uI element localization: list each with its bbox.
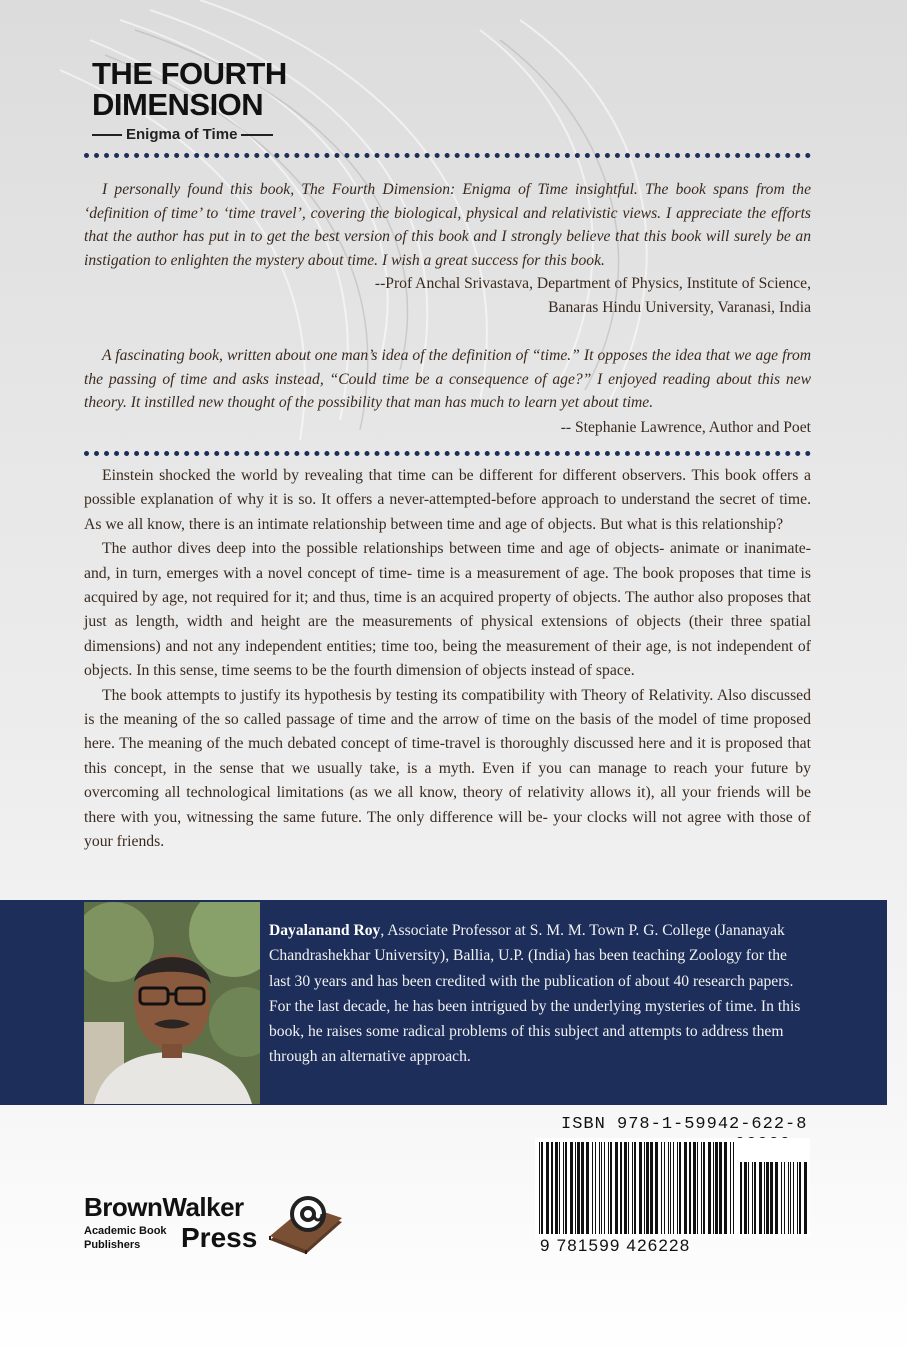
addon-barcode-bar <box>770 1162 773 1234</box>
review-2-attribution-line-1: -- Stephanie Lawrence, Author and Poet <box>560 419 811 436</box>
addon-barcode-bar <box>781 1162 782 1234</box>
barcode-bar <box>565 1142 567 1234</box>
author-name: Dayalanand Roy <box>269 922 381 939</box>
author-photo-illustration <box>84 902 260 1104</box>
isbn-label: ISBN 978-1-59942-622-8 <box>561 1115 808 1134</box>
review-1-text: I personally found this book, The Fourth Dimension: Enigma of Time insightful. The book spans from the ‘definition of time’ to ‘time travel’, covering the biological, physical and relativistic views. I appreciate the efforts that the author has put in to get the best version of this book and I strongly believe that this book will surely be an instigation to enlighten the mystery about time. I wish a great success for this book. <box>84 181 811 269</box>
addon-barcode-bar <box>764 1162 765 1234</box>
description-paragraph-2: The author dives deep into the possible relationships between time and age of objects- animate or inanimate- and, in turn, emerges with a novel concept of time- time is a measurement of age. The book proposes that time is acquired by age, not required for it; and thus, time is an acquired property of objects. The author also proposes that just as length, width and height are the measurements of physical extensions of objects (their three spatial dimensions) and not any independent entities; time too, being the measurement of their age, is not independent of objects. In this sense, time seems to be the fourth dimension of objects instead of space. <box>84 540 811 680</box>
barcode-digits: 9 781599 426228 <box>540 1236 691 1255</box>
barcode-bar <box>724 1142 727 1234</box>
review-2 <box>84 344 811 415</box>
publisher-brand: BrownWalker <box>84 1192 244 1222</box>
author-bio <box>269 918 811 1070</box>
subtitle-row <box>92 126 302 143</box>
barcode-bar <box>601 1142 602 1234</box>
addon-barcode-bar <box>790 1162 791 1234</box>
author-photo <box>84 902 260 1104</box>
barcode-bar <box>719 1142 722 1234</box>
addon-barcode-bar <box>766 1162 769 1234</box>
title-line-2: DIMENSION <box>92 87 264 122</box>
barcode-bar <box>551 1142 553 1234</box>
addon-barcode-bar <box>759 1162 762 1234</box>
barcode-bar <box>701 1142 702 1234</box>
addon-barcode-bar <box>740 1162 742 1234</box>
barcode-bar <box>541 1142 543 1234</box>
barcode-bar <box>610 1142 612 1234</box>
addon-barcode-bar <box>775 1162 778 1234</box>
addon-barcode-bar <box>804 1162 807 1234</box>
barcode-bar <box>592 1142 593 1234</box>
subtitle-rule-right <box>241 134 273 136</box>
barcode-bar <box>693 1142 696 1234</box>
addon-barcode-bar <box>788 1162 789 1234</box>
subtitle-rule-left <box>92 134 122 136</box>
book-title-block <box>92 58 302 143</box>
addon-barcode-bar <box>748 1162 749 1234</box>
description-paragraph-1: Einstein shocked the world by revealing that time can be different for different observers. This book offers a possible explanation of why it is so. It offers a never-attempted-before approach to understand the secret of time. As we all know, there is an intimate relationship between time and age of objects. But what is this relationship? <box>84 467 811 533</box>
barcode-bar <box>650 1142 653 1234</box>
barcode-bar <box>599 1142 600 1234</box>
barcode-bar <box>624 1142 627 1234</box>
addon-barcode-bar <box>797 1162 798 1234</box>
book-at-icon <box>266 1192 346 1262</box>
barcode-bar <box>577 1142 580 1234</box>
barcode-bar <box>620 1142 622 1234</box>
review-1-attribution <box>375 272 811 319</box>
publisher-line-1: Academic Book <box>84 1225 167 1237</box>
barcode-bar <box>555 1142 558 1234</box>
barcode-bar <box>563 1142 564 1234</box>
addon-barcode-bar <box>784 1162 785 1234</box>
dotted-divider-top <box>84 153 811 158</box>
barcode-bar <box>570 1142 573 1234</box>
barcode-bar <box>661 1142 662 1234</box>
barcode-bar <box>730 1142 731 1234</box>
publisher-logo <box>84 1192 354 1262</box>
barcode-bar <box>559 1142 560 1234</box>
barcode-bar <box>713 1142 714 1234</box>
review-1 <box>84 178 811 272</box>
isbn-barcode <box>535 1138 810 1238</box>
review-2-attribution <box>561 416 811 440</box>
barcode-bar <box>575 1142 576 1234</box>
barcode-bar <box>595 1142 596 1234</box>
barcode-bar <box>670 1142 671 1234</box>
barcode-bar <box>604 1142 605 1234</box>
author-bio-text: , Associate Professor at S. M. M. Town P. G. College (Jananayak Chandrashekhar University), Ballia, U.P. (India) has been teaching Zoology for the last 30 years and has been credited with the publication of about 40 research papers. For the last decade, he has been intrigued by the underlying mysteries of time. In this book, he raises some radical problems of this subject and attempts to address them through an alternative approach. <box>269 922 801 1066</box>
addon-barcode-bar <box>744 1162 747 1234</box>
review-1-attribution-line-1: --Prof Anchal Srivastava, Department of Physics, Institute of Science, <box>374 275 811 292</box>
barcode-bar <box>581 1142 584 1234</box>
barcode-bar <box>677 1142 678 1234</box>
barcode-bar <box>673 1142 674 1234</box>
barcode-bar <box>708 1142 711 1234</box>
book-description <box>84 464 811 855</box>
barcode-bar <box>679 1142 681 1234</box>
barcode-bar <box>684 1142 687 1234</box>
barcode-bar <box>539 1142 540 1234</box>
addon-barcode-bar <box>793 1162 794 1234</box>
barcode-bar <box>615 1142 618 1234</box>
review-2-text: A fascinating book, written about one man’s idea of the definition of “time.” It opposes the idea that we age from the passing of time and asks instead, “Could time be a consequence of age?” I enjoyed reading about this new theory. It instilled new thought of the possibility that man has much to learn yet about time. <box>84 347 811 411</box>
barcode-bar <box>646 1142 649 1234</box>
addon-barcode-bar <box>754 1162 756 1234</box>
title-line-1: THE FOURTH <box>92 56 287 91</box>
barcode-bar <box>644 1142 645 1234</box>
barcode-bar <box>655 1142 658 1234</box>
barcode-bar <box>715 1142 718 1234</box>
barcode-bar <box>628 1142 629 1234</box>
subtitle: Enigma of Time <box>126 126 238 143</box>
barcode-bar <box>634 1142 636 1234</box>
dotted-divider-bottom <box>84 451 811 456</box>
barcode-bar <box>608 1142 609 1234</box>
barcode-bar <box>632 1142 633 1234</box>
barcode-bar <box>546 1142 549 1234</box>
barcode-bar <box>697 1142 698 1234</box>
description-paragraph-3: The book attempts to justify its hypothesis by testing its compatibility with Theory of Relativity. Also discussed is the meaning of the so called passage of time and the arrow of time on the basis of the model of time proposed here. The meaning of the much debated concept of time-travel is thoroughly discussed here and it is proposed that this concept, in the sense that we usually take, is a myth. Even if you can manage to reach your future by overcoming all technological limitations (as we all know, theory of relativity allows it), all your friends will be there with you, witnessing the same future. The only difference will be- your clocks will not agree with those of your friends. <box>84 686 811 851</box>
barcode-bar <box>586 1142 589 1234</box>
review-1-attribution-line-2: Banaras Hindu University, Varanasi, India <box>548 298 811 316</box>
addon-barcode-bar <box>752 1162 753 1234</box>
publisher-press: Press <box>181 1222 258 1253</box>
barcode-bar <box>639 1142 642 1234</box>
barcode-bar <box>689 1142 691 1234</box>
barcode-bar <box>664 1142 665 1234</box>
barcode-bar <box>703 1142 705 1234</box>
publisher-line-2: Publishers <box>84 1239 141 1251</box>
addon-barcode-bar <box>799 1162 801 1234</box>
barcode-bar <box>668 1142 669 1234</box>
barcode-bar <box>733 1142 734 1234</box>
